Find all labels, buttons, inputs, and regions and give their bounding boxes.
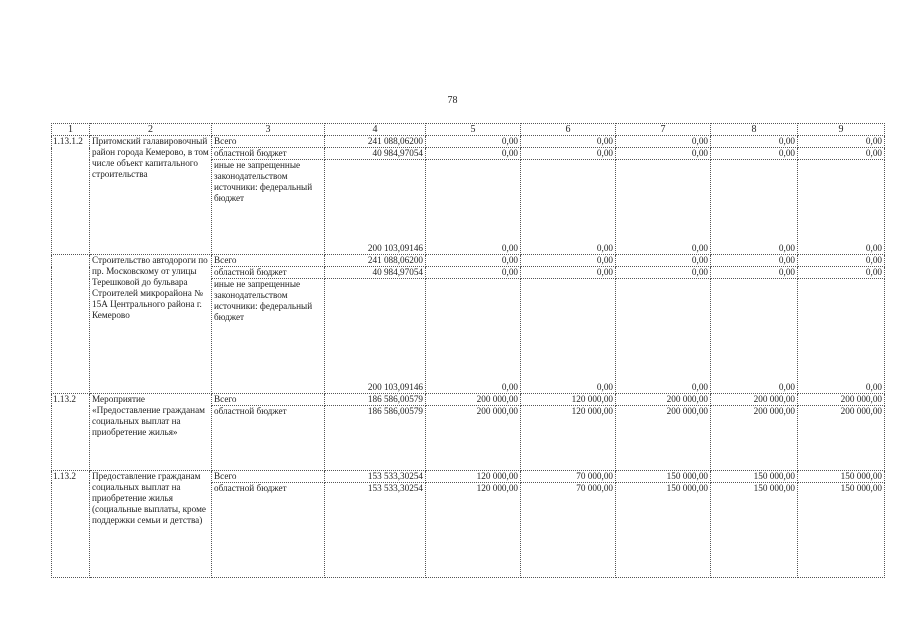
row-code: 1.13.1.2 — [52, 136, 90, 255]
amount-cell: 0,00 — [616, 148, 711, 160]
row-code — [52, 255, 90, 394]
amount-cell: 0,00 — [711, 279, 798, 394]
amount-cell: 0,00 — [426, 148, 521, 160]
amount-cell: 0,00 — [711, 136, 798, 148]
column-header: 1 — [52, 124, 90, 136]
amount-cell: 120 000,00 — [426, 483, 521, 578]
amount-cell: 0,00 — [616, 160, 711, 255]
amount-cell: 0,00 — [426, 267, 521, 279]
funding-source: областной бюджет — [212, 483, 325, 578]
amount-cell: 153 533,30254 — [325, 471, 426, 483]
row-name: Предоставление гражданам социальных выплат на приобретение жилья (социальные выплаты, кроме поддержки семьи и детства) — [90, 471, 212, 578]
amount-cell: 0,00 — [711, 255, 798, 267]
amount-cell: 0,00 — [798, 136, 885, 148]
amount-cell: 241 088,06200 — [325, 255, 426, 267]
amount-cell: 0,00 — [521, 136, 616, 148]
funding-source: областной бюджет — [212, 267, 325, 279]
amount-cell: 70 000,00 — [521, 471, 616, 483]
amount-cell: 0,00 — [798, 279, 885, 394]
amount-cell: 200 000,00 — [426, 406, 521, 471]
funding-source: Всего — [212, 471, 325, 483]
funding-source: иные не запрещенные законодательством источники: федеральный бюджет — [212, 160, 325, 255]
amount-cell: 200 000,00 — [616, 394, 711, 406]
row-code: 1.13.2 — [52, 471, 90, 578]
amount-cell: 200 000,00 — [711, 406, 798, 471]
table-row — [52, 136, 885, 148]
column-header: 3 — [212, 124, 325, 136]
amount-cell: 200 103,09146 — [325, 160, 426, 255]
amount-cell: 0,00 — [711, 267, 798, 279]
table-row — [52, 255, 885, 267]
amount-cell: 0,00 — [426, 279, 521, 394]
budget-table — [51, 123, 885, 578]
amount-cell: 0,00 — [426, 255, 521, 267]
amount-cell: 0,00 — [616, 267, 711, 279]
amount-cell: 186 586,00579 — [325, 406, 426, 471]
amount-cell: 153 533,30254 — [325, 483, 426, 578]
amount-cell: 150 000,00 — [616, 471, 711, 483]
amount-cell: 0,00 — [616, 279, 711, 394]
column-header: 5 — [426, 124, 521, 136]
amount-cell: 0,00 — [521, 267, 616, 279]
amount-cell: 150 000,00 — [798, 483, 885, 578]
amount-cell: 120 000,00 — [426, 471, 521, 483]
amount-cell: 120 000,00 — [521, 394, 616, 406]
amount-cell: 0,00 — [521, 279, 616, 394]
amount-cell: 70 000,00 — [521, 483, 616, 578]
column-header: 6 — [521, 124, 616, 136]
row-code: 1.13.2 — [52, 394, 90, 471]
amount-cell: 150 000,00 — [616, 483, 711, 578]
column-header: 4 — [325, 124, 426, 136]
amount-cell: 200 000,00 — [798, 406, 885, 471]
header-row — [52, 124, 885, 136]
amount-cell: 40 984,97054 — [325, 148, 426, 160]
amount-cell: 200 103,09146 — [325, 279, 426, 394]
funding-source: областной бюджет — [212, 148, 325, 160]
amount-cell: 0,00 — [426, 160, 521, 255]
amount-cell: 40 984,97054 — [325, 267, 426, 279]
amount-cell: 200 000,00 — [616, 406, 711, 471]
column-header: 8 — [711, 124, 798, 136]
amount-cell: 120 000,00 — [521, 406, 616, 471]
funding-source: областной бюджет — [212, 406, 325, 471]
amount-cell: 0,00 — [521, 255, 616, 267]
amount-cell: 200 000,00 — [426, 394, 521, 406]
amount-cell: 0,00 — [798, 160, 885, 255]
amount-cell: 200 000,00 — [798, 394, 885, 406]
page-number: 78 — [447, 95, 458, 106]
amount-cell: 186 586,00579 — [325, 394, 426, 406]
amount-cell: 150 000,00 — [798, 471, 885, 483]
amount-cell: 200 000,00 — [711, 394, 798, 406]
amount-cell: 0,00 — [616, 136, 711, 148]
amount-cell: 0,00 — [521, 160, 616, 255]
funding-source: Всего — [212, 136, 325, 148]
row-name: Мероприятие «Предоставление гражданам социальных выплат на приобретение жилья» — [90, 394, 212, 471]
column-header: 7 — [616, 124, 711, 136]
column-header: 2 — [90, 124, 212, 136]
amount-cell: 0,00 — [798, 148, 885, 160]
funding-source: иные не запрещенные законодательством источники: федеральный бюджет — [212, 279, 325, 394]
funding-source: Всего — [212, 394, 325, 406]
row-name: Притомский галавировочный район города Кемерово, в том числе объект капитального строительства — [90, 136, 212, 255]
amount-cell: 0,00 — [711, 148, 798, 160]
amount-cell: 0,00 — [711, 160, 798, 255]
funding-source: Всего — [212, 255, 325, 267]
amount-cell: 150 000,00 — [711, 471, 798, 483]
amount-cell: 0,00 — [616, 255, 711, 267]
column-header: 9 — [798, 124, 885, 136]
table-row — [52, 471, 885, 483]
amount-cell: 0,00 — [426, 136, 521, 148]
amount-cell: 0,00 — [798, 267, 885, 279]
amount-cell: 150 000,00 — [711, 483, 798, 578]
amount-cell: 0,00 — [798, 255, 885, 267]
amount-cell: 241 088,06200 — [325, 136, 426, 148]
table-row — [52, 394, 885, 406]
row-name: Строительство автодороги по пр. Московскому от улицы Терешковой до бульвара Строителей микрорайона № 15А Центрального района г. Кемерово — [90, 255, 212, 394]
amount-cell: 0,00 — [521, 148, 616, 160]
